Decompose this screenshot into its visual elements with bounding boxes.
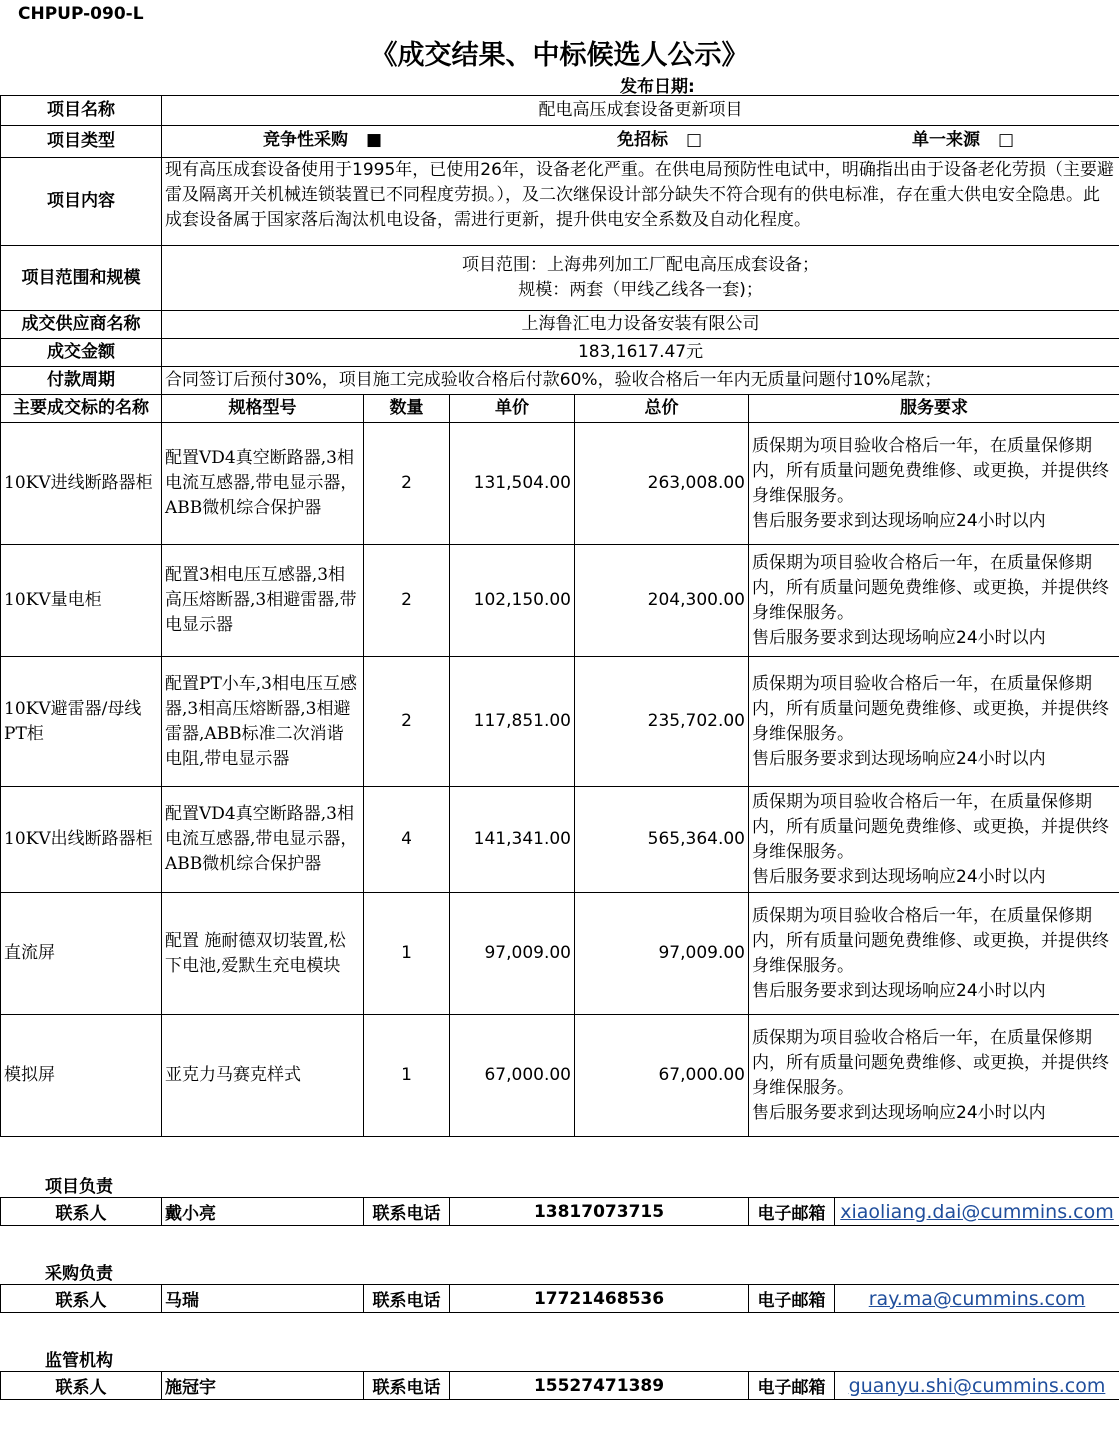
item-name: 10KV进线断路器柜 (1, 423, 162, 545)
item-unit-price: 102,150.00 (450, 545, 575, 657)
item-spec: 配置3相电压互感器,3相高压熔断器,3相避雷器,带电显示器 (162, 545, 364, 657)
item-service: 质保期为项目验收合格后一年，在质量保修期内，所有质量问题免费维修、或更换，并提供终身维保服务。 售后服务要求到达现场响应24小时以内 (749, 423, 1119, 545)
item-spec: 配置PT小车,3相电压互感器,3相高压熔断器,3相避雷器,ABB标准二次消谐电阻,带电显示器 (162, 657, 364, 787)
project-scope-value (162, 246, 1119, 311)
project-type-label: 项目类型 (1, 126, 162, 158)
item-qty: 2 (364, 657, 450, 787)
item-spec: 亚克力马赛克样式 (162, 1015, 364, 1137)
table-row (1, 423, 1119, 545)
item-name: 10KV量电柜 (1, 545, 162, 657)
item-spec: 配置 施耐德双切装置,松下电池,爱默生充电模块 (162, 893, 364, 1015)
procurement-lead-contact (0, 1284, 1119, 1313)
checkbox-empty-icon: □ (686, 130, 703, 150)
items-header-row (1, 395, 1119, 423)
item-service: 质保期为项目验收合格后一年，在质量保修期内，所有质量问题免费维修、或更换，并提供终身维保服务。 售后服务要求到达现场响应24小时以内 (749, 893, 1119, 1015)
type-option-single-source: 单一来源 □ (912, 128, 1014, 153)
supervisor-contact (0, 1371, 1119, 1400)
project-type-row (1, 126, 1119, 158)
contact-person-label: 联系人 (1, 1198, 162, 1226)
table-row (1, 545, 1119, 657)
item-name: 10KV避雷器/母线PT柜 (1, 657, 162, 787)
scale-line: 规模：两套（甲线乙线各一套)； (518, 280, 763, 300)
supplier-row (1, 311, 1119, 339)
project-lead-heading: 项目负责 (45, 1177, 113, 1197)
contact-person: 施冠宇 (162, 1372, 364, 1400)
item-unit-price: 131,504.00 (450, 423, 575, 545)
item-qty: 1 (364, 893, 450, 1015)
item-service: 质保期为项目验收合格后一年，在质量保修期内，所有质量问题免费维修、或更换，并提供终身维保服务。 售后服务要求到达现场响应24小时以内 (749, 545, 1119, 657)
item-total: 97,009.00 (575, 893, 749, 1015)
project-scope-label: 项目范围和规模 (1, 246, 162, 311)
contact-phone-label: 联系电话 (364, 1198, 450, 1226)
project-content-value: 现有高压成套设备使用于1995年，已使用26年，设备老化严重。在供电局预防性电试中，明确指出由于设备老化劳损（主要避雷及隔离开关机械连锁装置已不同程度劳损。），及二次继保设计部分缺失不符合现有的供电标准，存在重大供电安全隐患。此成套设备属于国家落后淘汰机电设备，需进行更新，提升供电安全系数及自动化程度。 (162, 158, 1119, 246)
contact-person: 戴小亮 (162, 1198, 364, 1226)
contact-email-label: 电子邮箱 (749, 1372, 835, 1400)
item-unit-price: 117,851.00 (450, 657, 575, 787)
item-unit-price: 67,000.00 (450, 1015, 575, 1137)
amount-value: 183,1617.47元 (162, 339, 1119, 367)
amount-row (1, 339, 1119, 367)
supplier-label: 成交供应商名称 (1, 311, 162, 339)
scope-line: 项目范围：上海弗列加工厂配电高压成套设备； (462, 255, 820, 275)
payment-label: 付款周期 (1, 367, 162, 395)
amount-label: 成交金额 (1, 339, 162, 367)
contact-email-cell (835, 1198, 1119, 1226)
table-row (1, 1015, 1119, 1137)
item-total: 565,364.00 (575, 787, 749, 893)
project-content-row (1, 158, 1119, 246)
item-name: 直流屏 (1, 893, 162, 1015)
supervisor-heading: 监管机构 (45, 1351, 113, 1371)
project-name-value: 配电高压成套设备更新项目 (162, 96, 1119, 126)
item-name: 10KV出线断路器柜 (1, 787, 162, 893)
contact-phone: 13817073715 (450, 1198, 749, 1226)
contact-email-label: 电子邮箱 (749, 1285, 835, 1313)
header-service: 服务要求 (749, 395, 1119, 423)
item-total: 67,000.00 (575, 1015, 749, 1137)
item-spec: 配置VD4真空断路器,3相电流互感器,带电显示器，ABB微机综合保护器 (162, 787, 364, 893)
procurement-lead-heading: 采购负责 (45, 1264, 113, 1284)
item-total: 263,008.00 (575, 423, 749, 545)
project-lead-contact (0, 1197, 1119, 1226)
header-qty: 数量 (364, 395, 450, 423)
header-total: 总价 (575, 395, 749, 423)
contact-person: 马瑞 (162, 1285, 364, 1313)
project-name-label: 项目名称 (1, 96, 162, 126)
item-qty: 1 (364, 1015, 450, 1137)
contact-email-link[interactable]: ray.ma@cummins.com (868, 1287, 1086, 1310)
item-total: 204,300.00 (575, 545, 749, 657)
item-service: 质保期为项目验收合格后一年，在质量保修期内，所有质量问题免费维修、或更换，并提供终身维保服务。 售后服务要求到达现场响应24小时以内 (749, 1015, 1119, 1137)
type-option-competitive: 竞争性采购 ■ (263, 128, 382, 153)
contact-phone-label: 联系电话 (364, 1285, 450, 1313)
table-row (1, 893, 1119, 1015)
contact-phone: 15527471389 (450, 1372, 749, 1400)
checkbox-checked-icon: ■ (366, 130, 383, 150)
announcement-table (0, 95, 1119, 1137)
checkbox-empty-icon: □ (998, 130, 1015, 150)
table-row (1, 787, 1119, 893)
item-unit-price: 141,341.00 (450, 787, 575, 893)
header-spec: 规格型号 (162, 395, 364, 423)
item-unit-price: 97,009.00 (450, 893, 575, 1015)
project-scope-row (1, 246, 1119, 311)
item-qty: 4 (364, 787, 450, 893)
publish-date-label: 发布日期: (620, 77, 695, 97)
item-service: 质保期为项目验收合格后一年，在质量保修期内，所有质量问题免费维修、或更换，并提供终身维保服务。 售后服务要求到达现场响应24小时以内 (749, 657, 1119, 787)
header-item-name: 主要成交标的名称 (1, 395, 162, 423)
project-content-label: 项目内容 (1, 158, 162, 246)
contact-email-cell (835, 1285, 1119, 1313)
payment-row (1, 367, 1119, 395)
header-unit-price: 单价 (450, 395, 575, 423)
document-code: CHPUP-090-L (18, 4, 144, 24)
item-qty: 2 (364, 545, 450, 657)
contact-phone: 17721468536 (450, 1285, 749, 1313)
contact-person-label: 联系人 (1, 1285, 162, 1313)
contact-email-link[interactable]: guanyu.shi@cummins.com (848, 1374, 1106, 1397)
contact-phone-label: 联系电话 (364, 1372, 450, 1400)
project-type-options (162, 126, 1119, 158)
contact-email-cell (835, 1372, 1119, 1400)
contact-person-label: 联系人 (1, 1372, 162, 1400)
contact-email-label: 电子邮箱 (749, 1198, 835, 1226)
project-name-row (1, 96, 1119, 126)
item-qty: 2 (364, 423, 450, 545)
type-option-exempt: 免招标 □ (617, 128, 702, 153)
item-name: 模拟屏 (1, 1015, 162, 1137)
table-row (1, 657, 1119, 787)
contact-email-link[interactable]: xiaoliang.dai@cummins.com (840, 1200, 1114, 1223)
payment-value: 合同签订后预付30%，项目施工完成验收合格后付款60%，验收合格后一年内无质量问题付10%尾款； (162, 367, 1119, 395)
item-total: 235,702.00 (575, 657, 749, 787)
supplier-value: 上海鲁汇电力设备安装有限公司 (162, 311, 1119, 339)
page-title: 《成交结果、中标候选人公示》 (370, 40, 749, 71)
item-service: 质保期为项目验收合格后一年，在质量保修期内，所有质量问题免费维修、或更换，并提供终身维保服务。 售后服务要求到达现场响应24小时以内 (749, 787, 1119, 893)
item-spec: 配置VD4真空断路器,3相电流互感器,带电显示器，ABB微机综合保护器 (162, 423, 364, 545)
